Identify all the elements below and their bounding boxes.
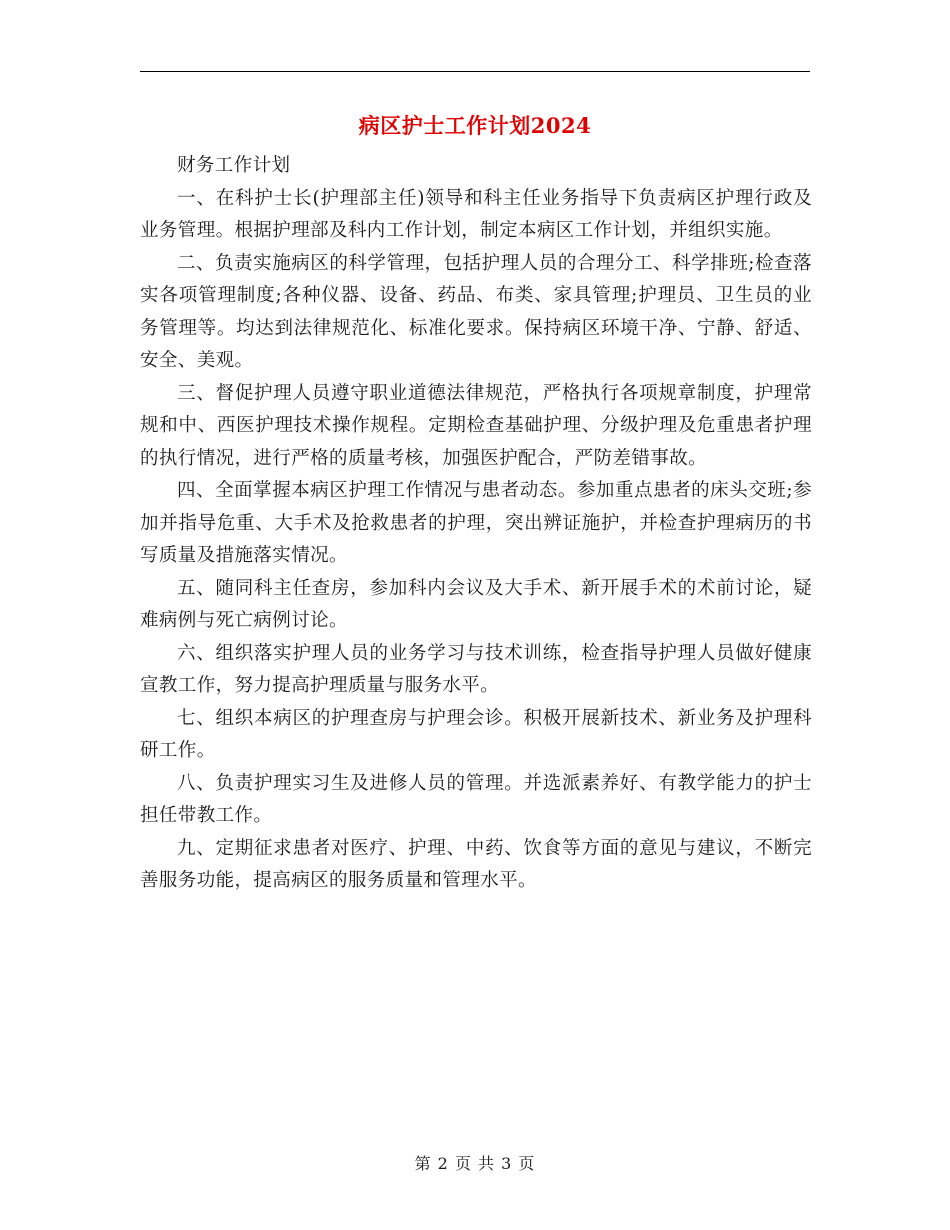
paragraph-subtitle: 财务工作计划: [177, 155, 291, 176]
document-body: [140, 150, 812, 898]
page-number-footer: 第 2 页 共 3 页: [414, 1154, 536, 1173]
paragraph-4: 四、全面掌握本病区护理工作情况与患者动态。参加重点患者的床头交班;参加并指导危重、大手术及抢救患者的护理，突出辨证施护，并检查护理病历的书写质量及措施落实情况。: [140, 480, 812, 566]
paragraph-2: 二、负责实施病区的科学管理，包括护理人员的合理分工、科学排班;检查落实各项管理制度;各种仪器、设备、药品、布类、家具管理;护理员、卫生员的业务管理等。均达到法律规范化、标准化要求。保持病区环境干净、宁静、舒适、安全、美观。: [140, 252, 812, 371]
paragraph-8: 八、负责护理实习生及进修人员的管理。并选派素养好、有教学能力的护士担任带教工作。: [140, 772, 812, 826]
paragraph-1: 一、在科护士长(护理部主任)领导和科主任业务指导下负责病区护理行政及业务管理。根据护理部及科内工作计划，制定本病区工作计划，并组织实施。: [140, 187, 812, 241]
paragraph-9: 九、定期征求患者对医疗、护理、中药、饮食等方面的意见与建议，不断完善服务功能，提高病区的服务质量和管理水平。: [140, 837, 812, 891]
paragraph-5: 五、随同科主任查房，参加科内会议及大手术、新开展手术的术前讨论，疑难病例与死亡病例讨论。: [140, 577, 812, 631]
document-title: 病区护士工作计划2024: [358, 113, 592, 138]
header-rule: [140, 71, 810, 72]
paragraph-7: 七、组织本病区的护理查房与护理会诊。积极开展新技术、新业务及护理科研工作。: [140, 707, 812, 761]
paragraph-3: 三、督促护理人员遵守职业道德法律规范，严格执行各项规章制度，护理常规和中、西医护理技术操作规程。定期检查基础护理、分级护理及危重患者护理的执行情况，进行严格的质量考核，加强医护配合，严防差错事故。: [140, 382, 812, 469]
paragraph-6: 六、组织落实护理人员的业务学习与技术训练，检查指导护理人员做好健康宣教工作，努力提高护理质量与服务水平。: [140, 642, 812, 696]
